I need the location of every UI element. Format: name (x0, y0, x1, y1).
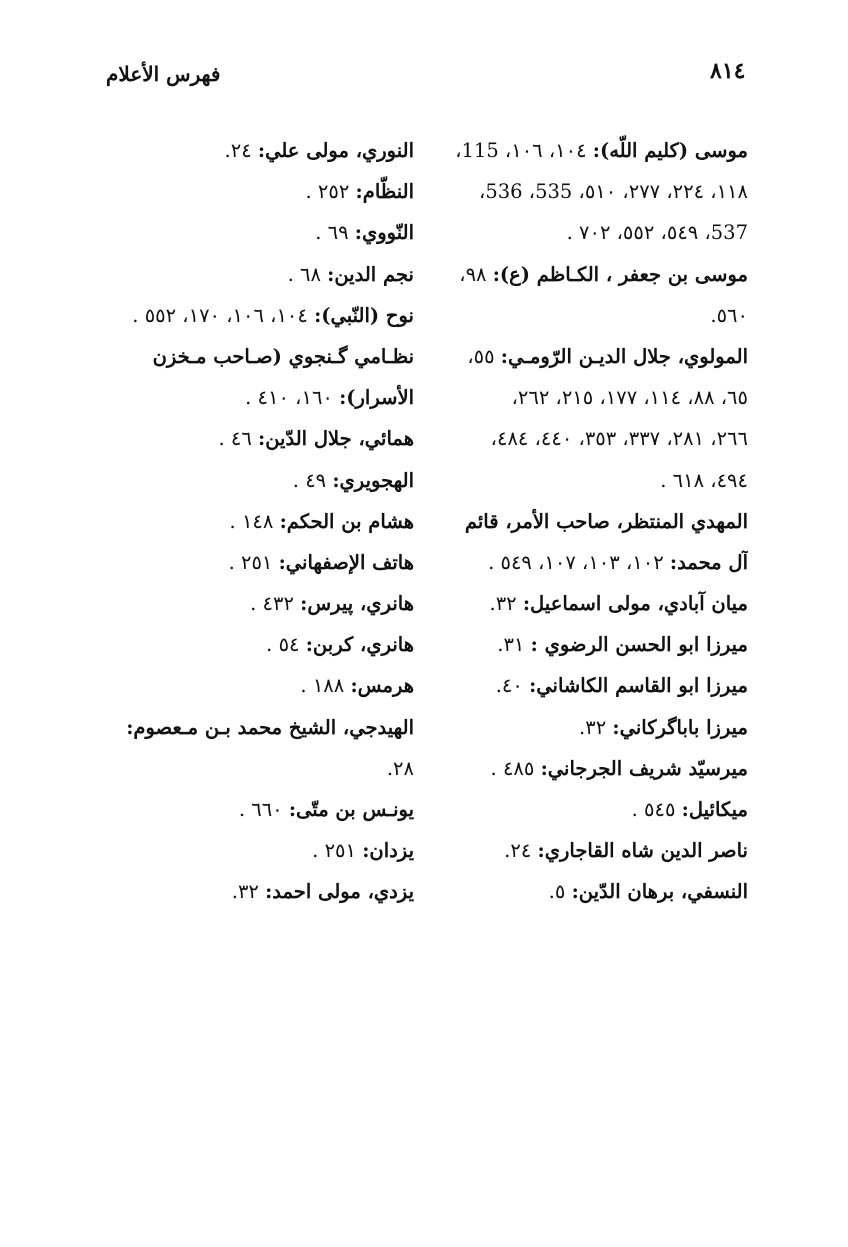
entry-name: موسى (كليم اللّه): (592, 139, 748, 162)
entry-name: الأسرار): (339, 386, 414, 410)
index-entry-line (430, 130, 748, 171)
entry-pages: ٢٥٢ . (305, 180, 356, 204)
entry-pages: ٤٨٥ . (490, 756, 541, 780)
index-entry-line (430, 295, 748, 336)
index-entry-line (430, 665, 748, 706)
entry-name: الهيدجي، الشيخ محمد بـن مـعصوم: (126, 715, 414, 739)
entry-name: النسفي، برهان الدّين: (571, 880, 748, 904)
index-entry-line (96, 789, 414, 830)
index-entry-line (96, 254, 414, 295)
entry-pages: ٦٥، ٨٨، ١١٤، ١٧٧، ٢١٥، ٢٦٢، (511, 386, 748, 410)
entry-name: آل محمد: (669, 550, 748, 574)
entry-pages: ٢٤. (224, 139, 258, 162)
entry-pages: ٣١. (497, 633, 531, 657)
index-entry-line (430, 871, 748, 912)
index-entry-line (96, 583, 414, 624)
entry-name: النّووي: (354, 221, 414, 245)
entry-pages: ٢٥١ . (228, 550, 279, 574)
entry-name: المولوي، جلال الديـن الرّومـي: (500, 344, 748, 368)
entry-name: ميرزا باباگركاني: (612, 715, 748, 739)
index-entry-line (96, 336, 414, 377)
running-title: فهرس الأعلام (106, 62, 221, 86)
index-entry-line (96, 418, 414, 459)
entry-pages: ٦٦٠ . (238, 798, 289, 821)
entry-pages: ٤٠. (495, 674, 530, 698)
entry-pages: ١٠٤، ١٠٦، ١٧٠، ٥٥٢ . (132, 303, 315, 327)
index-entry-line (96, 501, 414, 542)
entry-pages: ١٤٨ . (229, 509, 280, 533)
entry-pages: ١٠٤، ١٠٦، 115، (455, 139, 593, 162)
entry-name: الهجويري: (332, 468, 414, 492)
index-entry-line (96, 542, 414, 583)
entry-pages: ٥٥، (467, 344, 501, 368)
entry-name: المهدي المنتظر، صاحب الأمر، قائم (464, 509, 748, 533)
entry-name: النوري، مولى علي: (257, 139, 414, 162)
index-entry-line (96, 295, 414, 336)
entry-name: ميرزا ابو الحسن الرضوي : (530, 633, 748, 657)
index-entry-line (96, 377, 414, 418)
entry-name: موسى بن جعفر ، الكـاظم (ع): (492, 262, 748, 286)
entry-pages: ٥. (548, 880, 572, 904)
entry-pages: ٣٢. (579, 715, 613, 739)
index-entry-line (430, 830, 748, 871)
entry-pages: ٦٩ . (315, 221, 355, 245)
entry-name: النظّام: (355, 180, 414, 204)
entry-name: نجم الدين: (327, 262, 414, 286)
index-entry-line (96, 624, 414, 665)
index-entry-line (96, 748, 414, 789)
page-header (100, 58, 752, 98)
entry-name: هانري، پيرس: (300, 592, 414, 616)
entry-pages: ٤٦ . (218, 427, 259, 451)
entry-pages: ١٦٠، ٤١٠ . (245, 386, 340, 410)
entry-name: ميرزا ابو القاسم الكاشاني: (529, 674, 748, 698)
index-entry-line (430, 501, 748, 542)
entry-pages: ١٠٢، ١٠٣، ١٠٧، ٥٤٩ . (488, 550, 670, 574)
index-entry-line (430, 418, 748, 459)
entry-pages: ١١٨، ٢٢٤، ٢٧٧، ٥١٠، 535، 536، (479, 180, 748, 204)
entry-name: يزدي، مولى احمد: (265, 880, 414, 904)
entry-pages: ٣٢. (231, 880, 266, 904)
index-entry-line (430, 336, 748, 377)
index-entry-line (96, 212, 414, 253)
index-entry-line (96, 707, 414, 748)
entry-name: هرمس: (350, 674, 414, 698)
index-entry-line (430, 789, 748, 830)
index-entry-line (430, 460, 748, 501)
entry-name: نوح (النّبي): (314, 303, 414, 327)
entry-pages: ٩٨، (459, 262, 493, 286)
index-entry-line (96, 171, 414, 212)
index-column-left (96, 130, 414, 913)
index-entry-line (96, 460, 414, 501)
entry-name: يونـس بن متّى: (288, 798, 414, 821)
entry-name: هانري، كربن: (305, 633, 414, 657)
entry-name: نظـامي گـنجوي (صـاحب مـخزن (152, 344, 414, 368)
entry-pages: ٤٩ . (292, 468, 333, 492)
index-entry-line (430, 212, 748, 253)
entry-pages: ٣٢. (489, 592, 523, 616)
index-entry-line (96, 830, 414, 871)
index-entry-line (96, 871, 414, 912)
entry-pages: ٦٨ . (287, 262, 328, 286)
index-entry-line (430, 624, 748, 665)
index-entry-line (96, 665, 414, 706)
index-column-right (430, 130, 748, 913)
entry-pages: ١٨٨ . (300, 674, 351, 698)
entry-pages: ٢٦٦، ٢٨١، ٣٣٧، ٣٥٣، ٤٤٠، ٤٨٤، (490, 427, 748, 451)
index-entry-line (430, 748, 748, 789)
entry-pages: ٥٤ . (266, 633, 306, 657)
entry-name: ناصر الدين شاه القاجاري: (537, 839, 748, 863)
page-number: ٨١٤ (710, 58, 746, 84)
entry-name: ميان آبادي، مولى اسماعيل: (522, 592, 748, 616)
index-entry-line (96, 130, 414, 171)
entry-name: هشام بن الحكم: (279, 509, 414, 533)
entry-name: ميرسيّد شريف الجرجاني: (540, 756, 748, 780)
entry-pages: ٢٤. (504, 839, 538, 863)
entry-name: يزدان: (362, 839, 414, 863)
index-entry-line (430, 377, 748, 418)
index-entry-line (430, 707, 748, 748)
entry-pages: ٥٤٥ . (631, 798, 682, 821)
index-entry-line (430, 171, 748, 212)
entry-pages: ٥٦٠. (710, 303, 748, 327)
entry-pages: ٤٣٢ . (250, 592, 301, 616)
entry-name: هاتف الإصفهاني: (278, 550, 414, 574)
entry-name: همائي، جلال الدّين: (258, 427, 414, 451)
entry-pages: ٢٥١ . (312, 839, 363, 863)
index-entry-line (430, 583, 748, 624)
index-entry-line (430, 254, 748, 295)
entry-name: ميكائيل: (681, 798, 748, 821)
entry-pages: ٤٩٤، ٦١٨ . (660, 468, 748, 492)
entry-pages: ٢٨. (386, 756, 414, 780)
entry-pages: 537، ٥٤٩، ٥٥٢، ٧٠٢ . (566, 221, 748, 245)
index-entry-line (430, 542, 748, 583)
